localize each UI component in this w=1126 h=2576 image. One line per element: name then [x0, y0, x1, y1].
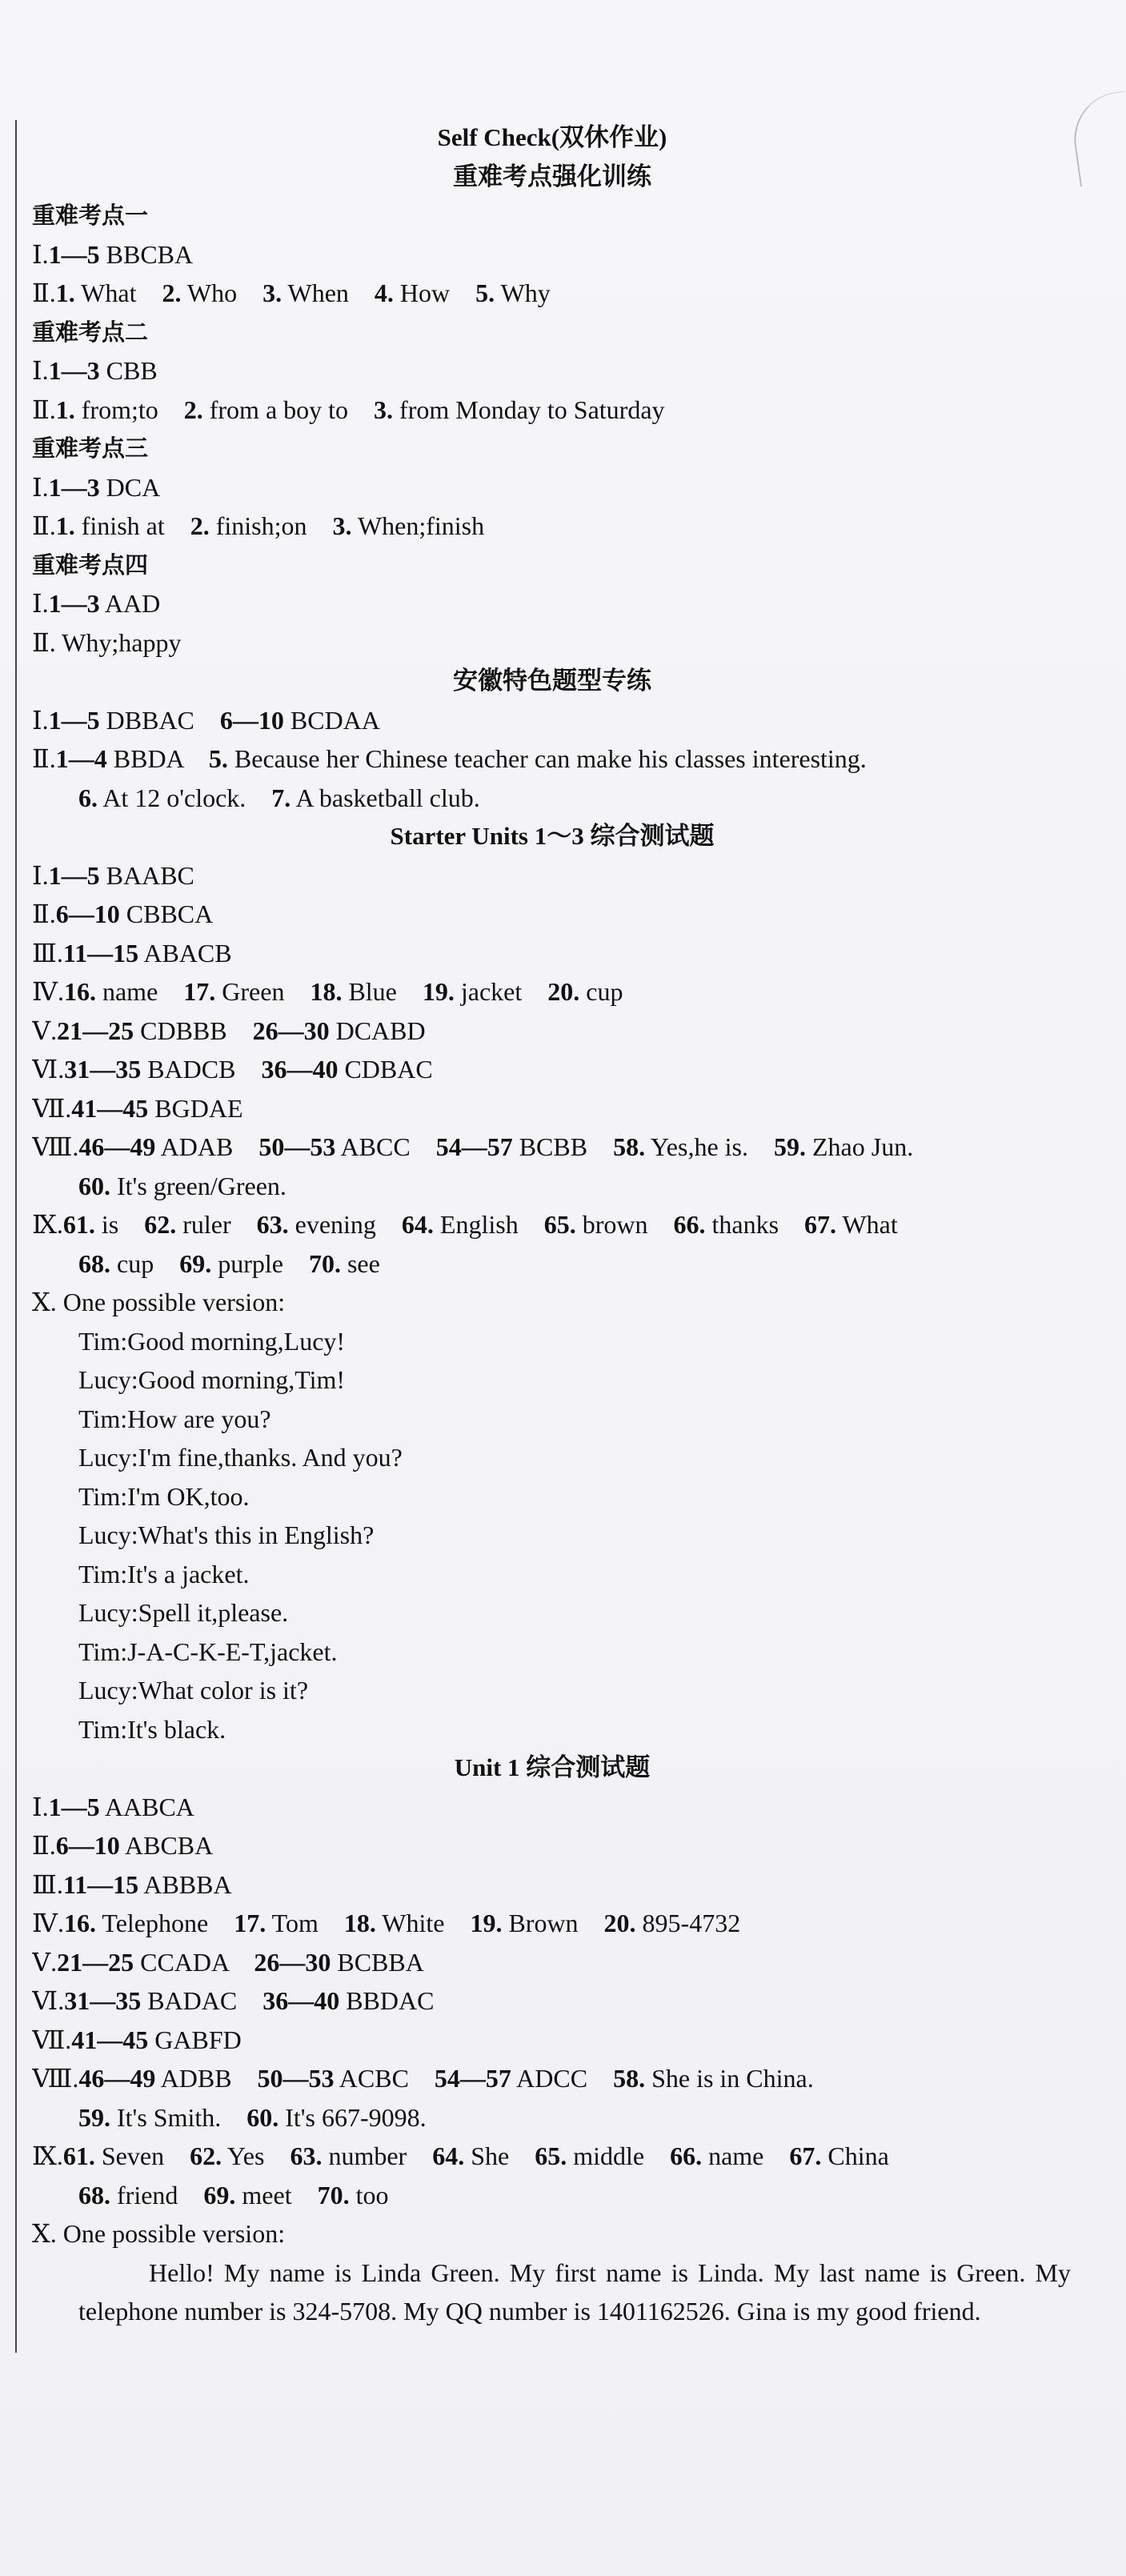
answer-text: Because her Chinese teacher can make his classes interesting. — [227, 744, 867, 773]
answer-line — [32, 1904, 1072, 1943]
answer-text: finish at — [74, 511, 190, 540]
answer-text: Yes — [222, 2141, 291, 2170]
answer-text: Yes,he is. — [645, 1132, 774, 1161]
answer-text: Ⅰ. — [32, 1792, 49, 1821]
question-number: 41—45 — [71, 2025, 149, 2054]
answer-line — [32, 1671, 1072, 1710]
question-number: 65. — [535, 2141, 567, 2170]
answer-text: BAABC — [99, 860, 194, 890]
answer-text: Ⅲ. — [32, 1869, 63, 1899]
question-number: 1—4 — [55, 744, 107, 773]
answer-text: She — [464, 2141, 535, 2170]
answer-line — [32, 1089, 1072, 1128]
answer-text: from;to — [74, 395, 184, 424]
question-number: 36—40 — [261, 1055, 339, 1084]
subsection-heading: 重难考点一 — [32, 202, 149, 229]
answer-line — [32, 1244, 1072, 1284]
question-number: 67. — [804, 1210, 837, 1239]
question-number: 58. — [613, 2064, 646, 2093]
section-heading: Unit 1 综合测试题 — [454, 1753, 651, 1781]
answer-line — [32, 1438, 1072, 1477]
answer-text: ADBB — [155, 2064, 258, 2093]
answer-text: Ⅸ. — [32, 1210, 63, 1239]
answer-text: brown — [575, 1210, 674, 1239]
question-number: 2. — [183, 395, 203, 424]
answer-text: Why — [495, 278, 551, 307]
question-number: 2. — [162, 278, 182, 307]
question-number: 17. — [234, 1909, 266, 1937]
question-number: 36—40 — [262, 1986, 340, 2015]
answer-line — [32, 779, 1072, 818]
answer-text: CBBCA — [119, 899, 214, 928]
answer-text: from a boy to — [202, 395, 375, 424]
answer-text: Ⅵ. — [32, 1986, 65, 2015]
answer-text: Ⅴ. — [32, 1947, 58, 1977]
answer-text: purple — [211, 1248, 309, 1278]
answer-text: BGDAE — [148, 1093, 243, 1123]
answer-line — [32, 2176, 1072, 2215]
question-number: 1—5 — [48, 705, 100, 735]
answer-text: Ⅰ. — [32, 589, 49, 618]
question-number: 1—5 — [48, 860, 100, 890]
answer-text: English — [433, 1210, 544, 1239]
answer-text: Zhao Jun. — [805, 1132, 914, 1161]
answer-text: number — [322, 2141, 433, 2170]
answer-line — [32, 351, 1072, 391]
page-title: Self Check(双休作业) — [437, 123, 667, 151]
answer-text: BADCB — [141, 1055, 262, 1084]
question-number: 1—5 — [48, 1792, 100, 1821]
question-number: 31—35 — [64, 1055, 142, 1084]
answer-line — [32, 1012, 1072, 1051]
answer-text: BBCBA — [99, 239, 194, 269]
answer-line — [32, 1865, 1072, 1905]
answer-text: friend — [110, 2180, 204, 2209]
answer-text: ADAB — [155, 1132, 259, 1161]
answer-line — [32, 895, 1072, 934]
answer-text: BCBBA — [331, 1947, 424, 1977]
answer-line — [32, 1710, 1072, 1749]
answer-line — [32, 2021, 1072, 2060]
question-number: 21—25 — [57, 1016, 134, 1045]
answer-text: thanks — [705, 1210, 805, 1239]
question-number: 4. — [374, 278, 394, 307]
answer-text: Ⅱ. — [32, 899, 56, 928]
answer-text: ABCC — [335, 1132, 436, 1161]
answer-text: AAD — [99, 589, 161, 618]
answer-text: Ⅱ. Why;happy — [32, 627, 182, 657]
question-number: 65. — [543, 1210, 576, 1239]
answer-text: BBDAC — [339, 1986, 435, 2015]
answer-line — [32, 468, 1072, 507]
question-number: 21—25 — [57, 1947, 134, 1977]
answer-line — [32, 1516, 1072, 1555]
question-number: 64. — [432, 2141, 465, 2170]
question-number: 16. — [63, 1909, 96, 1937]
answer-text: Ⅴ. — [32, 1016, 58, 1045]
answer-line — [32, 1322, 1072, 1361]
answer-text: ADCC — [511, 2064, 614, 2093]
answer-text: Who — [181, 278, 263, 307]
answer-line — [32, 235, 1072, 274]
question-number: 3. — [332, 511, 352, 540]
answer-line — [32, 739, 1072, 779]
answer-line — [32, 623, 1072, 663]
question-number: 63. — [290, 2141, 323, 2170]
answer-line — [32, 2137, 1072, 2176]
answer-text: A basketball club. — [291, 783, 480, 812]
answer-text: ABCBA — [119, 1831, 214, 1860]
answer-text: Ⅱ. — [32, 511, 56, 540]
question-number: 1—5 — [48, 239, 100, 269]
answer-line — [32, 584, 1072, 623]
answer-line — [32, 1477, 1072, 1516]
question-number: 68. — [78, 2180, 110, 2209]
answer-text: CCADA — [134, 1947, 254, 1977]
question-number: 3. — [374, 395, 394, 424]
answer-text: Ⅱ. — [32, 278, 56, 307]
subsection-heading: 重难考点四 — [32, 551, 149, 579]
answer-text: from Monday to Saturday — [393, 395, 665, 424]
question-number: 6. — [78, 783, 98, 812]
answer-text: cup — [579, 977, 623, 1006]
section-heading: Starter Units 1～3 综合测试题 — [390, 822, 715, 850]
answer-text: Ⅰ. — [32, 860, 49, 890]
answer-content — [32, 118, 1072, 2331]
answer-text: Tom — [266, 1909, 344, 1937]
question-number: 1. — [55, 278, 75, 307]
answer-line — [32, 1633, 1072, 1672]
answer-text: BADAC — [141, 1986, 263, 2015]
answer-text: evening — [288, 1210, 402, 1239]
question-number: 50—53 — [257, 2064, 335, 2093]
left-margin-rule — [15, 120, 17, 2353]
question-number: 7. — [271, 783, 291, 812]
answer-text: Ⅳ. — [32, 977, 64, 1006]
answer-text: middle — [567, 2141, 671, 2170]
answer-line — [32, 1050, 1072, 1089]
question-number: 67. — [789, 2141, 822, 2170]
question-number: 26—30 — [254, 1947, 331, 1977]
answer-text: BCDAA — [283, 705, 380, 735]
question-number: 31—35 — [64, 1986, 142, 2015]
answer-text: It's green/Green. — [110, 1171, 287, 1200]
answer-text: DCA — [99, 472, 161, 502]
question-number: 46—49 — [78, 2064, 156, 2093]
section-heading: 重难考点强化训练 — [453, 162, 651, 190]
answer-text: She is in China. — [645, 2064, 814, 2093]
answer-line — [32, 2098, 1072, 2137]
answer-line — [32, 507, 1072, 546]
answer-text: Ⅰ. — [32, 705, 49, 735]
question-number: 41—45 — [71, 1093, 149, 1123]
answer-text: Ⅹ. One possible version: — [32, 2219, 286, 2248]
answer-text: Tim:I'm OK,too. — [78, 1481, 250, 1511]
question-number: 62. — [144, 1210, 177, 1239]
answer-line — [32, 1205, 1072, 1244]
answer-line — [32, 1788, 1072, 1827]
answer-text: finish;on — [209, 511, 333, 540]
answer-text: is — [94, 1210, 145, 1239]
answer-text: What — [836, 1210, 898, 1239]
question-number: 46—49 — [78, 1132, 156, 1161]
question-number: 1—3 — [48, 589, 100, 618]
answer-line — [32, 1555, 1072, 1594]
answer-line — [32, 1593, 1072, 1633]
question-number: 54—57 — [435, 1132, 513, 1161]
question-number: 17. — [183, 977, 216, 1006]
answer-text: CDBAC — [338, 1055, 433, 1084]
question-number: 54—57 — [434, 2064, 511, 2093]
answer-text: ABBBA — [138, 1869, 232, 1899]
question-number: 11—15 — [62, 938, 139, 968]
answer-text: Ⅹ. One possible version: — [32, 1288, 286, 1316]
answer-text: DBBAC — [99, 705, 220, 735]
question-number: 60. — [246, 2102, 279, 2132]
answer-text: BBDA — [106, 744, 209, 773]
answer-text: jacket — [454, 977, 548, 1006]
question-number: 61. — [62, 1210, 95, 1239]
question-number: 63. — [256, 1210, 289, 1239]
question-number: 64. — [401, 1210, 434, 1239]
question-number: 19. — [422, 977, 455, 1006]
answer-text: Ⅲ. — [32, 938, 63, 968]
answer-line — [32, 1826, 1072, 1865]
answer-text: Ⅰ. — [32, 239, 49, 269]
answer-text: How — [393, 278, 476, 307]
answer-text: Lucy:Good morning,Tim! — [78, 1365, 346, 1394]
answer-text: ruler — [176, 1210, 257, 1239]
answer-line — [32, 1360, 1072, 1400]
answer-line — [32, 1981, 1072, 2021]
question-number: 60. — [78, 1171, 110, 1200]
question-number: 5. — [475, 278, 495, 307]
question-number: 1—3 — [48, 356, 100, 385]
question-number: 6—10 — [55, 899, 120, 928]
question-number: 11—15 — [62, 1869, 139, 1899]
question-number: 69. — [203, 2180, 236, 2209]
question-number: 20. — [547, 977, 580, 1006]
answer-text: Lucy:I'm fine,thanks. And you? — [78, 1443, 403, 1472]
answer-text: Ⅱ. — [32, 1831, 56, 1860]
answer-line — [32, 972, 1072, 1012]
answer-line — [32, 1128, 1072, 1167]
answer-text: Lucy:What's this in English? — [78, 1520, 375, 1549]
answer-text: Lucy:Spell it,please. — [78, 1598, 289, 1627]
question-number: 18. — [310, 977, 343, 1006]
answer-text: China — [821, 2141, 889, 2170]
answer-line — [32, 391, 1072, 430]
answer-text: cup — [110, 1248, 180, 1278]
answer-line — [32, 1167, 1072, 1206]
answer-text: Ⅰ. — [32, 472, 49, 502]
answer-text: At 12 o'clock. — [98, 783, 272, 812]
answer-text: Blue — [342, 977, 423, 1006]
question-number: 58. — [613, 1132, 646, 1161]
question-number: 1. — [55, 395, 75, 424]
answer-text: AABCA — [99, 1792, 194, 1821]
question-number: 61. — [62, 2141, 95, 2170]
answer-text: name — [702, 2141, 790, 2170]
question-number: 62. — [190, 2141, 222, 2170]
answer-text: GABFD — [148, 2025, 242, 2054]
question-number: 2. — [190, 511, 210, 540]
answer-text: ACBC — [334, 2064, 435, 2093]
question-number: 6—10 — [55, 1831, 120, 1860]
answer-text: meet — [235, 2180, 318, 2209]
question-number: 6—10 — [219, 705, 284, 735]
answer-text: BCBB — [512, 1132, 614, 1161]
answer-text: Tim:It's a jacket. — [78, 1559, 250, 1588]
answer-text: Ⅵ. — [32, 1055, 65, 1084]
answer-text: When — [282, 278, 375, 307]
question-number: 66. — [670, 2141, 703, 2170]
question-number: 66. — [673, 1210, 706, 1239]
question-number: 18. — [343, 1909, 376, 1937]
answer-text: Ⅳ. — [32, 1909, 64, 1937]
answer-text: Ⅷ. — [32, 2064, 79, 2093]
question-number: 1. — [55, 511, 75, 540]
answer-text: CDBBB — [134, 1016, 253, 1045]
answer-line — [32, 1943, 1072, 1982]
answer-text: It's 667-9098. — [278, 2102, 427, 2132]
answer-text: DCABD — [329, 1016, 426, 1045]
answer-text: Green — [215, 977, 311, 1006]
question-number: 68. — [78, 1248, 110, 1278]
answer-text: It's Smith. — [110, 2102, 247, 2132]
answer-text: 895-4732 — [635, 1909, 741, 1937]
question-number: 70. — [317, 2180, 350, 2209]
question-number: 59. — [78, 2102, 110, 2132]
answer-text: Telephone — [95, 1909, 234, 1937]
answer-text: see — [340, 1248, 380, 1278]
answer-text: CBB — [99, 356, 158, 385]
answer-text: Tim:Good morning,Lucy! — [78, 1326, 346, 1356]
question-number: 26—30 — [252, 1016, 330, 1045]
answer-text: Tim:How are you? — [78, 1404, 271, 1433]
answer-line — [32, 1400, 1072, 1439]
question-number: 50—53 — [258, 1132, 336, 1161]
subsection-heading: 重难考点三 — [32, 435, 149, 462]
answer-text: White — [375, 1909, 471, 1937]
answer-text: ABACB — [138, 938, 232, 968]
answer-text: Ⅱ. — [32, 395, 56, 424]
answer-line — [32, 274, 1072, 313]
question-number: 20. — [603, 1909, 636, 1937]
answer-text: Ⅰ. — [32, 356, 49, 385]
question-number: 59. — [773, 1132, 806, 1161]
answer-text: name — [95, 977, 184, 1006]
section-heading: 安徽特色题型专练 — [453, 667, 651, 695]
answer-line — [32, 856, 1072, 895]
answer-text: Ⅶ. — [32, 1093, 72, 1123]
answer-text: Seven — [94, 2141, 190, 2170]
answer-text: When;finish — [351, 511, 485, 540]
answer-text: Tim:It's black. — [78, 1714, 226, 1744]
question-number: 16. — [63, 977, 96, 1006]
answer-text: Lucy:What color is it? — [78, 1676, 309, 1705]
question-number: 69. — [179, 1248, 212, 1278]
answer-text: What — [74, 278, 162, 307]
answer-text: Tim:J-A-C-K-E-T,jacket. — [78, 1637, 338, 1666]
answer-text: Brown — [502, 1909, 604, 1937]
answer-line — [32, 701, 1072, 740]
subsection-heading: 重难考点二 — [32, 318, 149, 346]
answer-text: too — [349, 2180, 389, 2209]
answer-text: Ⅶ. — [32, 2025, 72, 2054]
answer-line — [32, 1283, 1072, 1322]
question-number: 19. — [470, 1909, 503, 1937]
answer-text: Ⅷ. — [32, 1132, 79, 1161]
writing-sample-paragraph: Hello! My name is Linda Green. My first name is Linda. My last name is Green. My telephone number is 324-5708. My QQ number is 1401162526. Gina is my good friend. — [78, 2258, 1071, 2326]
answer-line — [32, 2059, 1072, 2098]
answer-line — [32, 2214, 1072, 2253]
answer-line — [32, 934, 1072, 973]
answer-text: Ⅱ. — [32, 744, 56, 773]
question-number: 5. — [208, 744, 228, 773]
question-number: 70. — [308, 1248, 341, 1278]
answer-text: Ⅸ. — [32, 2141, 63, 2170]
question-number: 1—3 — [48, 472, 100, 502]
question-number: 3. — [262, 278, 283, 307]
corner-stamp-mark — [1068, 91, 1126, 187]
